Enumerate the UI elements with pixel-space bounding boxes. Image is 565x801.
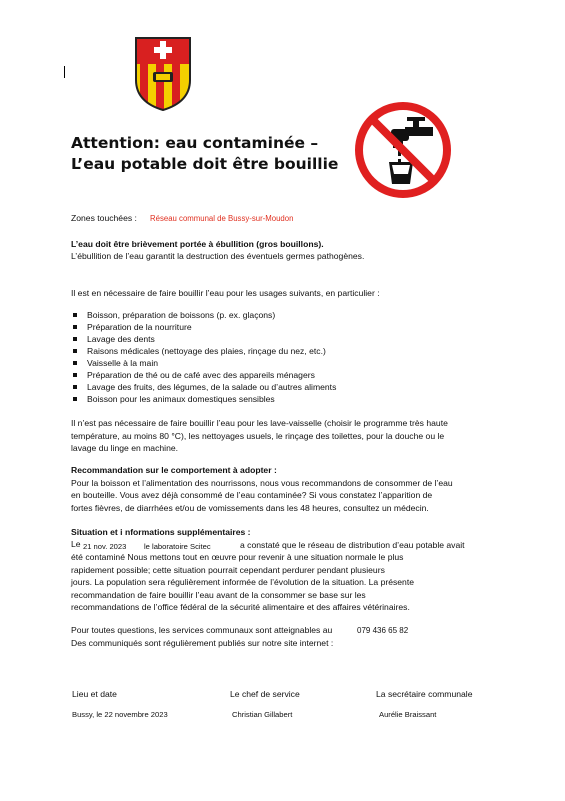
list-item: Lavage des fruits, des légumes, de la salade ou d’autres aliments	[71, 381, 491, 393]
title-line-2: L’eau potable doit être bouillie	[71, 155, 339, 173]
list-item: Vaisselle à la main	[71, 357, 491, 369]
chief-value: Christian Gillabert	[232, 710, 293, 719]
usages-list	[71, 309, 491, 405]
list-item: Préparation de la nourriture	[71, 321, 491, 333]
not-needed-paragraph	[71, 417, 511, 455]
place-label: Lieu et date	[72, 689, 117, 699]
situation-line-1: a constaté que le réseau de distribution d’eau potable avait	[240, 540, 465, 550]
notice-text: L’ébullition de l’eau garantit la destruction des éventuels germes pathogènes.	[71, 251, 365, 261]
list-item: Boisson, préparation de boissons (p. ex. glaçons)	[71, 309, 491, 321]
list-item: Raisons médicales (nettoyage des plaies, rinçage du nez, etc.)	[71, 345, 491, 357]
zones-label: Zones touchées :	[71, 213, 137, 223]
situation-line-4: jours. La population sera régulièrement informée de l’évolution de la situation. La présente	[71, 577, 415, 588]
coat-of-arms-icon	[134, 36, 192, 112]
contact-phone: 079 436 65 82	[357, 626, 409, 635]
notice-heading: L’eau doit être brièvement portée à ébullition (gros bouillons).	[71, 239, 324, 249]
secretary-value: Aurélie Braissant	[379, 710, 437, 719]
title-line-1: Attention: eau contaminée –	[71, 134, 319, 152]
situation-date: 21 nov. 2023	[83, 542, 127, 551]
situation-lab: le laboratoire Scitec	[144, 542, 211, 551]
usages-intro: Il est en nécessaire de faire bouillir l’eau pour les usages suivants, en particulier :	[71, 288, 380, 298]
secretary-label: La secrétaire communale	[376, 689, 473, 699]
chief-label: Le chef de service	[230, 689, 300, 699]
not-needed-line-2: température, au moins 80 °C), les nettoyages usuels, le rinçage des toilettes, pour la douche ou le	[71, 430, 445, 441]
situation-le: Le	[71, 539, 81, 549]
no-drinking-water-icon	[355, 102, 451, 198]
situation-body	[71, 551, 511, 614]
list-item: Boisson pour les animaux domestiques sensibles	[71, 393, 491, 405]
place-value: Bussy, le 22 novembre 2023	[72, 710, 168, 719]
zones-value: Réseau communal de Bussy-sur-Moudon	[150, 214, 294, 223]
text-cursor	[64, 66, 65, 78]
recommendation-line-2: en bouteille. Vous avez déjà consommé de l’eau contaminée? Si vous constatez l’apparition de	[71, 490, 433, 501]
not-needed-line-3: lavage du linge en machine.	[71, 443, 179, 454]
situation-line-2: été contaminé Nous mettons tout en œuvre pour revenir à une situation normale le plus	[71, 552, 404, 562]
recommendation-section	[71, 464, 511, 514]
situation-line-6: recommandations de l’office fédéral de la sécurité alimentaire et des affaires vétérinaires.	[71, 602, 410, 613]
contact-line-1: Pour toutes questions, les services communaux sont atteignables au	[71, 625, 333, 635]
list-item: Préparation de thé ou de café avec des appareils ménagers	[71, 369, 491, 381]
situation-line-3: rapidement possible; cette situation pourrait cependant perdurer pendant plusieurs	[71, 564, 385, 575]
list-item: Lavage des dents	[71, 333, 491, 345]
situation-line-5: recommandation de faire bouillir l’eau avant de la consommer se base sur les	[71, 589, 366, 600]
recommendation-line-3: fortes fièvres, de diarrhées et/ou de vomissements dans les 48 heures, consultez un médecin.	[71, 502, 429, 513]
recommendation-line-1: Pour la boisson et l’alimentation des nourrissons, nous vous recommandons de consommer de l’eau	[71, 477, 453, 488]
recommendation-heading: Recommandation sur le comportement à adopter :	[71, 465, 277, 475]
page-title	[71, 133, 351, 175]
contact-line-2: Des communiqués sont régulièrement publiés sur notre site internet :	[71, 638, 334, 648]
not-needed-line-1: Il n’est pas nécessaire de faire bouillir l’eau pour les lave-vaisselle (choisir le programme très haute	[71, 418, 448, 428]
situation-heading: Situation et i nformations supplémentaires :	[71, 527, 251, 537]
